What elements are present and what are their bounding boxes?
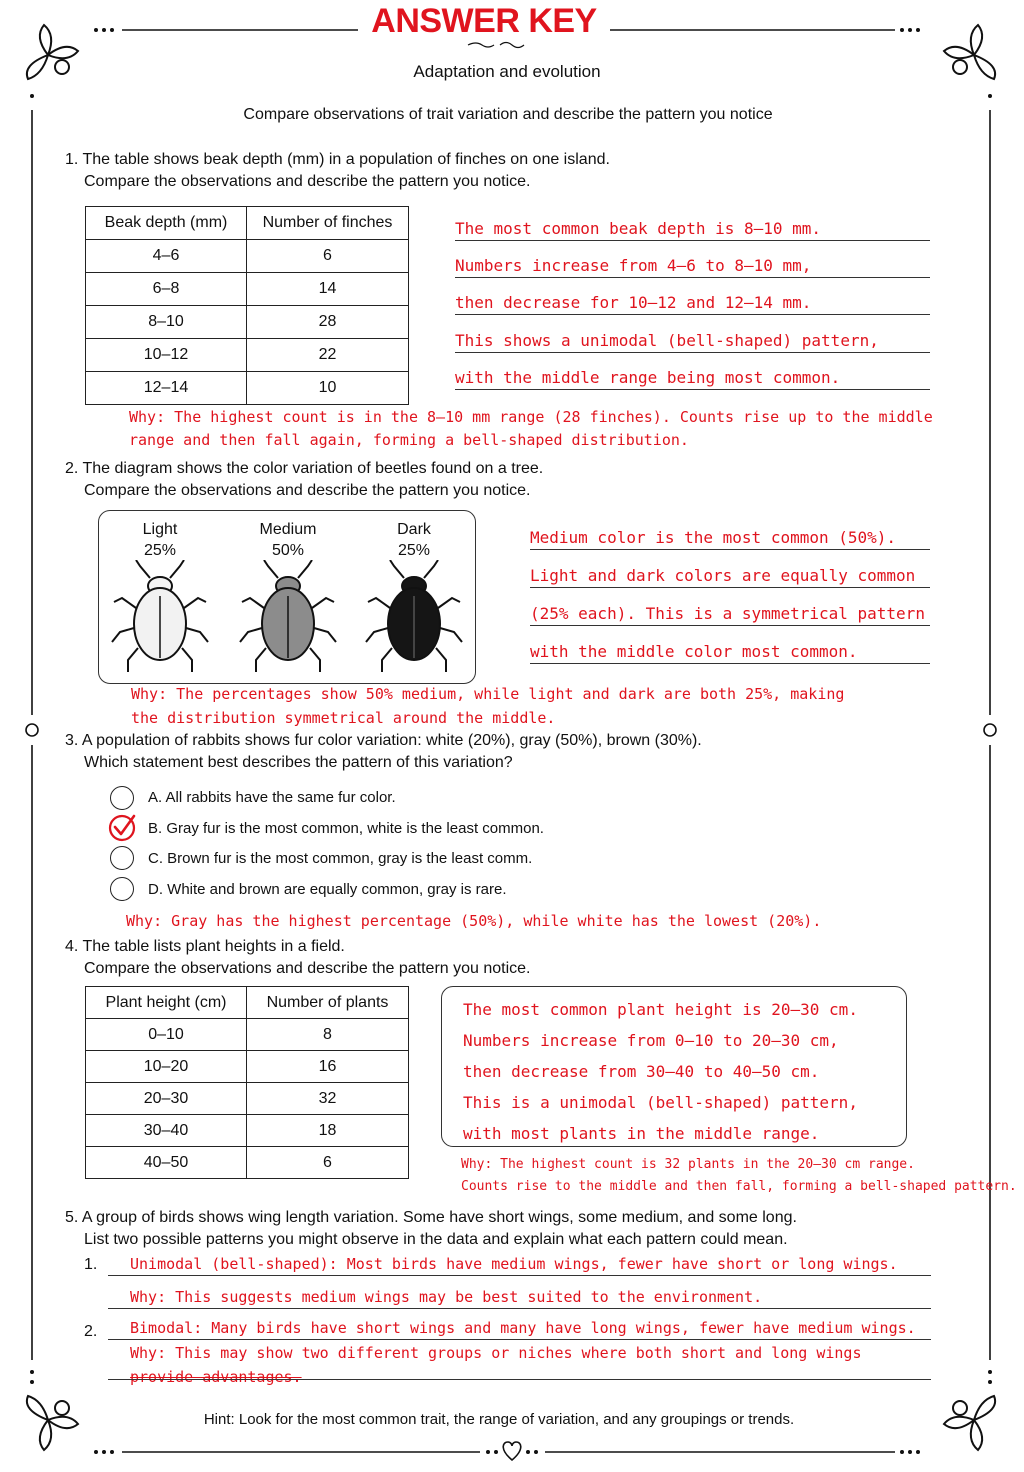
- table-cell: 6: [247, 1147, 409, 1179]
- q4-why-line: Why: The highest count is 32 plants in the 20–30 cm range.: [461, 1157, 915, 1172]
- page-title: ANSWER KEY: [371, 2, 597, 40]
- table-cell: 20–30: [86, 1083, 247, 1115]
- q4-prompt-line1: 4. The table lists plant heights in a field.: [65, 938, 345, 955]
- option-b-label: B. Gray fur is the most common, white is the least common.: [148, 820, 544, 837]
- q5-why-2-cont: provide advantages.: [130, 1368, 302, 1386]
- q4-why-line: Counts rise to the middle and then fall, forming a bell-shaped pattern.: [461, 1179, 1017, 1194]
- table-cell: 16: [247, 1051, 409, 1083]
- q5-prompt-line2: List two possible patterns you might observe in the data and explain what each pattern could mean.: [84, 1231, 788, 1248]
- q1-answer-line: The most common beak depth is 8–10 mm.: [455, 218, 930, 241]
- table-cell: 6–8: [86, 273, 247, 306]
- beetle-medium-icon: [240, 560, 336, 672]
- option-c-label: C. Brown fur is the most common, gray is the least comm.: [148, 850, 533, 867]
- table-cell: 32: [247, 1083, 409, 1115]
- q1-why-line: range and then fall again, forming a bell-shaped distribution.: [129, 431, 689, 449]
- q1-answer-line: This shows a unimodal (bell-shaped) pattern,: [455, 330, 930, 353]
- q1-header-1: Number of finches: [247, 207, 409, 240]
- beetle-illustrations: [98, 560, 476, 680]
- checkmark-icon: [104, 808, 138, 842]
- table-cell: 14: [247, 273, 409, 306]
- table-cell: 4–6: [86, 240, 247, 273]
- table-cell: 6: [247, 240, 409, 273]
- beetle-percent: 25%: [397, 542, 431, 559]
- q4-prompt-line2: Compare the observations and describe the pattern you notice.: [84, 960, 531, 977]
- q1-why: [129, 406, 933, 452]
- option-c-radio[interactable]: [110, 846, 134, 870]
- q5-prompt-line1: 5. A group of birds shows wing length variation. Some have short wings, some medium, and some long.: [65, 1209, 797, 1226]
- beetle-label: Medium: [259, 521, 317, 538]
- option-a-radio[interactable]: [110, 786, 134, 810]
- q1-why-line: Why: The highest count is in the 8–10 mm range (28 finches). Counts rise up to the middle: [129, 408, 933, 426]
- table-cell: 40–50: [86, 1147, 247, 1179]
- q2-prompt-line1: 2. The diagram shows the color variation of beetles found on a tree.: [65, 460, 544, 477]
- q1-answer-line: Numbers increase from 4–6 to 8–10 mm,: [455, 255, 930, 278]
- hint-text: Hint: Look for the most common trait, the range of variation, and any groupings or trends.: [203, 1411, 795, 1428]
- q2-why-line: the distribution symmetrical around the middle.: [131, 709, 556, 727]
- q3-why: Why: Gray has the highest percentage (50%), while white has the lowest (20%).: [126, 912, 822, 930]
- q5-answer-2: Bimodal: Many birds have short wings and many have long wings, fewer have medium wings.: [108, 1317, 931, 1340]
- table-cell: 10–20: [86, 1051, 247, 1083]
- q1-prompt-line1: 1. The table shows beak depth (mm) in a population of finches on one island.: [65, 151, 610, 168]
- q2-why: [131, 682, 844, 730]
- q4-answer-line: This is a unimodal (bell-shaped) pattern,: [463, 1093, 858, 1112]
- page-subtitle: Adaptation and evolution: [413, 62, 601, 81]
- q2-why-line: Why: The percentages show 50% medium, while light and dark are both 25%, making: [131, 685, 845, 703]
- table-cell: 18: [247, 1115, 409, 1147]
- table-cell: 22: [247, 339, 409, 372]
- q4-answer: [463, 994, 858, 1149]
- q2-answer-line: (25% each). This is a symmetrical pattern: [530, 603, 930, 626]
- q5-prompt: [65, 1207, 797, 1251]
- q1-table: [85, 206, 409, 405]
- q1-answer-line: then decrease for 10–12 and 12–14 mm.: [455, 292, 930, 315]
- option-a-label: A. All rabbits have the same fur color.: [148, 789, 396, 806]
- q2-answer-line: Medium color is the most common (50%).: [530, 527, 930, 550]
- q2-answer-line: Light and dark colors are equally common: [530, 565, 930, 588]
- q4-header-1: Number of plants: [247, 987, 409, 1019]
- q4-answer-line: then decrease from 30–40 to 40–50 cm.: [463, 1062, 820, 1081]
- q1-prompt: [65, 149, 610, 193]
- q5-why-2: Why: This may show two different groups or niches where both short and long wings: [130, 1344, 862, 1362]
- answer-rule: [108, 1379, 931, 1380]
- q5-number-2: 2.: [84, 1323, 98, 1340]
- q4-header-0: Plant height (cm): [86, 987, 247, 1019]
- beetle-medium-label: [238, 519, 338, 561]
- q5-number-1: 1.: [84, 1256, 98, 1273]
- table-cell: 30–40: [86, 1115, 247, 1147]
- option-d-label: D. White and brown are equally common, gray is rare.: [148, 881, 507, 898]
- table-cell: 8–10: [86, 306, 247, 339]
- q1-header-0: Beak depth (mm): [86, 207, 247, 240]
- q4-why: [461, 1154, 1017, 1198]
- table-cell: 28: [247, 306, 409, 339]
- table-cell: 12–14: [86, 372, 247, 405]
- beetle-dark-icon: [366, 560, 462, 672]
- q5-answer-1: Unimodal (bell-shaped): Most birds have medium wings, fewer have short or long wings.: [108, 1253, 931, 1276]
- beetle-light-label: [110, 519, 210, 561]
- table-cell: 10: [247, 372, 409, 405]
- beetle-label: Light: [142, 521, 178, 538]
- q3-prompt-line2: Which statement best describes the pattern of this variation?: [84, 754, 513, 771]
- table-cell: 10–12: [86, 339, 247, 372]
- q2-answer-line: with the middle color most common.: [530, 641, 930, 664]
- q2-prompt: [65, 458, 543, 502]
- q4-answer-line: with most plants in the middle range.: [463, 1124, 820, 1143]
- q1-answer-line: with the middle range being most common.: [455, 367, 930, 390]
- table-cell: 0–10: [86, 1019, 247, 1051]
- q4-prompt: [65, 936, 531, 980]
- q2-prompt-line2: Compare the observations and describe the pattern you notice.: [84, 482, 531, 499]
- option-d-radio[interactable]: [110, 877, 134, 901]
- beetle-percent: 25%: [143, 542, 177, 559]
- q4-answer-line: The most common plant height is 20–30 cm.: [463, 1000, 858, 1019]
- table-cell: 8: [247, 1019, 409, 1051]
- q4-answer-line: Numbers increase from 0–10 to 20–30 cm,: [463, 1031, 839, 1050]
- beetle-percent: 50%: [271, 542, 305, 559]
- q1-prompt-line2: Compare the observations and describe the pattern you notice.: [84, 173, 531, 190]
- beetle-label: Dark: [397, 521, 431, 538]
- beetle-light-icon: [112, 560, 208, 672]
- q5-why-1: Why: This suggests medium wings may be best suited to the environment.: [108, 1286, 931, 1309]
- q3-prompt: [65, 730, 702, 774]
- q3-prompt-line1: 3. A population of rabbits shows fur color variation: white (20%), gray (50%), brown (30%).: [65, 732, 702, 749]
- beetle-dark-label: [364, 519, 464, 561]
- q4-table: [85, 986, 409, 1179]
- instruction-text: Compare observations of trait variation and describe the pattern you notice: [243, 106, 773, 123]
